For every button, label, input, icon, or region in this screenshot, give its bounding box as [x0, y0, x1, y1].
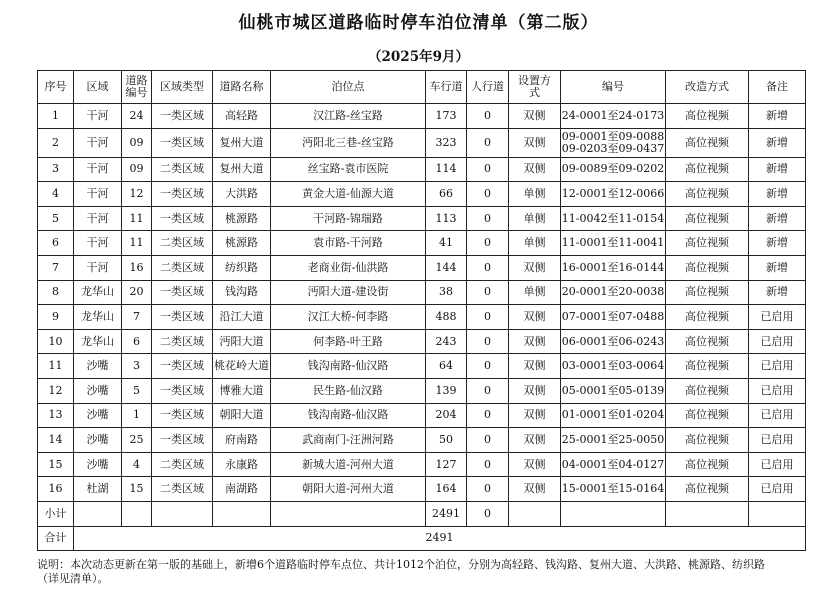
- table-row: [38, 280, 806, 305]
- cell-district: 干河: [74, 128, 122, 157]
- cell-method: 高位视频: [666, 378, 749, 403]
- cell-sidewalk: 0: [467, 378, 509, 403]
- cell-road-no: 09: [122, 128, 152, 157]
- cell-district: 干河: [74, 104, 122, 129]
- cell-remark: 新增: [749, 206, 806, 231]
- cell-road-no: 24: [122, 104, 152, 129]
- table-row: [38, 477, 806, 502]
- cell-lane: 50: [426, 428, 467, 453]
- cell-zone: 一类区域: [152, 128, 213, 157]
- cell-lane: 64: [426, 354, 467, 379]
- cell-sidewalk: 0: [467, 452, 509, 477]
- cell-district: 干河: [74, 206, 122, 231]
- cell-lane: 38: [426, 280, 467, 305]
- cell-remark: 已启用: [749, 305, 806, 330]
- cell-setup: 单侧: [509, 182, 561, 207]
- header-road-name: 道路名称: [213, 71, 271, 104]
- cell-method: 高位视频: [666, 329, 749, 354]
- cell-remark: 已启用: [749, 452, 806, 477]
- cell-lane: 323: [426, 128, 467, 157]
- cell-code: 09-0089至09-0202: [561, 157, 666, 182]
- cell-lane: 41: [426, 231, 467, 256]
- cell-zone: 一类区域: [152, 354, 213, 379]
- cell-remark: 新增: [749, 104, 806, 129]
- cell-remark: 已启用: [749, 477, 806, 502]
- cell-road: 博雅大道: [213, 378, 271, 403]
- cell-setup: 双侧: [509, 477, 561, 502]
- cell-code: 03-0001至03-0064: [561, 354, 666, 379]
- cell-sidewalk: 0: [467, 403, 509, 428]
- cell-zone: 二类区域: [152, 157, 213, 182]
- cell-road: 复州大道: [213, 157, 271, 182]
- cell-setup: 双侧: [509, 157, 561, 182]
- cell-road: 复州大道: [213, 128, 271, 157]
- subtotal-sidewalk: 0: [467, 501, 509, 526]
- cell-lane: 114: [426, 157, 467, 182]
- cell-seq: 8: [38, 280, 74, 305]
- cell-lane: 139: [426, 378, 467, 403]
- cell-seq: 3: [38, 157, 74, 182]
- cell-remark: 已启用: [749, 378, 806, 403]
- table-row: [38, 452, 806, 477]
- cell-code: 16-0001至16-0144: [561, 255, 666, 280]
- cell-loc: 汉江大桥-何李路: [271, 305, 426, 330]
- cell-zone: 二类区域: [152, 452, 213, 477]
- cell-road-no: 16: [122, 255, 152, 280]
- cell-remark: 已启用: [749, 329, 806, 354]
- cell-seq: 6: [38, 231, 74, 256]
- cell-code: 20-0001至20-0038: [561, 280, 666, 305]
- cell-code: 09-0001至09-0088 09-0203至09-0437: [561, 128, 666, 157]
- table-row: [38, 378, 806, 403]
- cell-method: 高位视频: [666, 206, 749, 231]
- cell-method: 高位视频: [666, 128, 749, 157]
- cell-loc: 沔阳大道-建设街: [271, 280, 426, 305]
- cell-road-no: 6: [122, 329, 152, 354]
- cell-road: 桃花岭大道: [213, 354, 271, 379]
- table-row: [38, 206, 806, 231]
- cell-lane: 173: [426, 104, 467, 129]
- cell-road: 朝阳大道: [213, 403, 271, 428]
- table-row: [38, 128, 806, 157]
- cell-road: 钱沟路: [213, 280, 271, 305]
- cell-zone: 一类区域: [152, 305, 213, 330]
- table-row: [38, 255, 806, 280]
- cell-road: 永康路: [213, 452, 271, 477]
- header-method: 改造方式: [666, 71, 749, 104]
- cell-setup: 双侧: [509, 104, 561, 129]
- cell-road-no: 12: [122, 182, 152, 207]
- cell-seq: 13: [38, 403, 74, 428]
- cell-road: 大洪路: [213, 182, 271, 207]
- cell-loc: 干河路-锦瑞路: [271, 206, 426, 231]
- cell-loc: 丝宝路-袁市医院: [271, 157, 426, 182]
- cell-remark: 新增: [749, 128, 806, 157]
- cell-road-no: 5: [122, 378, 152, 403]
- document-title: 仙桃市城区道路临时停车泊位清单（第二版）: [238, 13, 599, 33]
- cell-road-no: 15: [122, 477, 152, 502]
- cell-method: 高位视频: [666, 452, 749, 477]
- header-sidewalk: 人行道: [467, 71, 509, 104]
- cell-code: 12-0001至12-0066: [561, 182, 666, 207]
- cell-loc: 钱沟南路-仙汉路: [271, 354, 426, 379]
- cell-sidewalk: 0: [467, 128, 509, 157]
- cell-sidewalk: 0: [467, 477, 509, 502]
- cell-code: 15-0001至15-0164: [561, 477, 666, 502]
- cell-road: 沿江大道: [213, 305, 271, 330]
- cell-seq: 15: [38, 452, 74, 477]
- cell-loc: 老商业街-仙洪路: [271, 255, 426, 280]
- cell-seq: 10: [38, 329, 74, 354]
- cell-method: 高位视频: [666, 182, 749, 207]
- cell-loc: 袁市路-干河路: [271, 231, 426, 256]
- cell-seq: 5: [38, 206, 74, 231]
- cell-zone: 二类区域: [152, 477, 213, 502]
- cell-seq: 1: [38, 104, 74, 129]
- cell-method: 高位视频: [666, 255, 749, 280]
- cell-loc: 朝阳大道-河州大道: [271, 477, 426, 502]
- cell-code: 25-0001至25-0050: [561, 428, 666, 453]
- cell-code: 24-0001至24-0173: [561, 104, 666, 129]
- cell-zone: 二类区域: [152, 255, 213, 280]
- footnote: [37, 558, 807, 586]
- cell-district: 龙华山: [74, 329, 122, 354]
- cell-setup: 单侧: [509, 206, 561, 231]
- cell-lane: 164: [426, 477, 467, 502]
- cell-sidewalk: 0: [467, 157, 509, 182]
- cell-seq: 12: [38, 378, 74, 403]
- parking-table: [37, 70, 806, 551]
- cell-sidewalk: 0: [467, 280, 509, 305]
- cell-method: 高位视频: [666, 305, 749, 330]
- cell-district: 干河: [74, 231, 122, 256]
- cell-zone: 一类区域: [152, 428, 213, 453]
- table-row: [38, 354, 806, 379]
- cell-setup: 单侧: [509, 231, 561, 256]
- cell-road: 桃源路: [213, 231, 271, 256]
- cell-lane: 243: [426, 329, 467, 354]
- cell-remark: 新增: [749, 157, 806, 182]
- footnote-line-2: （详见清单）。: [37, 572, 109, 585]
- cell-remark: 已启用: [749, 354, 806, 379]
- cell-district: 沙嘴: [74, 403, 122, 428]
- cell-remark: 已启用: [749, 403, 806, 428]
- cell-loc: 新城大道-河州大道: [271, 452, 426, 477]
- cell-zone: 一类区域: [152, 206, 213, 231]
- cell-code: 05-0001至05-0139: [561, 378, 666, 403]
- cell-method: 高位视频: [666, 157, 749, 182]
- cell-sidewalk: 0: [467, 231, 509, 256]
- cell-code: 11-0001至11-0041: [561, 231, 666, 256]
- header-road-no: 道路 编号: [122, 71, 152, 104]
- header-zone-type: 区域类型: [152, 71, 213, 104]
- cell-seq: 7: [38, 255, 74, 280]
- cell-district: 干河: [74, 255, 122, 280]
- cell-sidewalk: 0: [467, 255, 509, 280]
- cell-district: 杜湖: [74, 477, 122, 502]
- cell-road-no: 4: [122, 452, 152, 477]
- cell-loc: 何李路-叶王路: [271, 329, 426, 354]
- cell-seq: 9: [38, 305, 74, 330]
- cell-road: 沔阳大道: [213, 329, 271, 354]
- cell-road-no: 25: [122, 428, 152, 453]
- footnote-line-1: 说明：本次动态更新在第一版的基础上，新增6个道路临时停车点位、共计1012个泊位，分别为高轻路、钱沟路、复州大道、大洪路、桃源路、纺织路: [37, 558, 765, 571]
- header-district: 区域: [74, 71, 122, 104]
- header-setup: 设置方 式: [509, 71, 561, 104]
- table-row: [38, 182, 806, 207]
- cell-code: 04-0001至04-0127: [561, 452, 666, 477]
- cell-setup: 双侧: [509, 305, 561, 330]
- cell-district: 干河: [74, 182, 122, 207]
- document-subtitle: （2025年9月）: [368, 49, 469, 65]
- cell-road-no: 20: [122, 280, 152, 305]
- cell-remark: 新增: [749, 280, 806, 305]
- table-row: [38, 329, 806, 354]
- total-row: [38, 526, 806, 551]
- cell-zone: 二类区域: [152, 231, 213, 256]
- cell-method: 高位视频: [666, 428, 749, 453]
- cell-seq: 11: [38, 354, 74, 379]
- cell-seq: 16: [38, 477, 74, 502]
- cell-code: 01-0001至01-0204: [561, 403, 666, 428]
- cell-lane: 66: [426, 182, 467, 207]
- cell-seq: 14: [38, 428, 74, 453]
- cell-district: 龙华山: [74, 280, 122, 305]
- cell-method: 高位视频: [666, 354, 749, 379]
- total-value: 2491: [74, 526, 806, 551]
- cell-zone: 一类区域: [152, 104, 213, 129]
- cell-lane: 144: [426, 255, 467, 280]
- cell-road: 纺织路: [213, 255, 271, 280]
- cell-zone: 一类区域: [152, 182, 213, 207]
- cell-road-no: 1: [122, 403, 152, 428]
- cell-code: 07-0001至07-0488: [561, 305, 666, 330]
- cell-remark: 新增: [749, 255, 806, 280]
- cell-sidewalk: 0: [467, 104, 509, 129]
- cell-loc: 沔阳北三巷-丝宝路: [271, 128, 426, 157]
- cell-district: 龙华山: [74, 305, 122, 330]
- cell-road-no: 3: [122, 354, 152, 379]
- total-label: 合计: [38, 526, 74, 551]
- cell-road: 府南路: [213, 428, 271, 453]
- cell-sidewalk: 0: [467, 354, 509, 379]
- header-remark: 备注: [749, 71, 806, 104]
- cell-loc: 钱沟南路-仙汉路: [271, 403, 426, 428]
- cell-road: 高轻路: [213, 104, 271, 129]
- header-lane: 车行道: [426, 71, 467, 104]
- subtotal-lane: 2491: [426, 501, 467, 526]
- cell-code: 11-0042至11-0154: [561, 206, 666, 231]
- cell-method: 高位视频: [666, 280, 749, 305]
- cell-sidewalk: 0: [467, 428, 509, 453]
- cell-road-no: 09: [122, 157, 152, 182]
- cell-setup: 双侧: [509, 329, 561, 354]
- cell-zone: 一类区域: [152, 378, 213, 403]
- cell-zone: 一类区域: [152, 403, 213, 428]
- cell-setup: 双侧: [509, 403, 561, 428]
- cell-zone: 二类区域: [152, 329, 213, 354]
- cell-loc: 汉江路-丝宝路: [271, 104, 426, 129]
- cell-zone: 一类区域: [152, 280, 213, 305]
- table-header-row: [38, 71, 806, 104]
- table-row: [38, 231, 806, 256]
- header-seq: 序号: [38, 71, 74, 104]
- cell-district: 干河: [74, 157, 122, 182]
- cell-setup: 双侧: [509, 428, 561, 453]
- cell-remark: 新增: [749, 182, 806, 207]
- cell-method: 高位视频: [666, 477, 749, 502]
- table-row: [38, 104, 806, 129]
- cell-seq: 4: [38, 182, 74, 207]
- cell-lane: 204: [426, 403, 467, 428]
- cell-road: 南湖路: [213, 477, 271, 502]
- table-row: [38, 428, 806, 453]
- cell-remark: 已启用: [749, 428, 806, 453]
- cell-seq: 2: [38, 128, 74, 157]
- header-code: 编号: [561, 71, 666, 104]
- cell-road-no: 11: [122, 206, 152, 231]
- cell-loc: 武商南门-汪洲河路: [271, 428, 426, 453]
- cell-loc: 黄金大道-仙源大道: [271, 182, 426, 207]
- cell-lane: 127: [426, 452, 467, 477]
- cell-sidewalk: 0: [467, 329, 509, 354]
- cell-setup: 双侧: [509, 378, 561, 403]
- cell-setup: 双侧: [509, 354, 561, 379]
- cell-road-no: 7: [122, 305, 152, 330]
- cell-method: 高位视频: [666, 104, 749, 129]
- cell-method: 高位视频: [666, 231, 749, 256]
- cell-remark: 新增: [749, 231, 806, 256]
- cell-sidewalk: 0: [467, 305, 509, 330]
- cell-road: 桃源路: [213, 206, 271, 231]
- cell-lane: 113: [426, 206, 467, 231]
- cell-sidewalk: 0: [467, 182, 509, 207]
- cell-setup: 单侧: [509, 280, 561, 305]
- header-location: 泊位点: [271, 71, 426, 104]
- cell-setup: 双侧: [509, 255, 561, 280]
- table-row: [38, 157, 806, 182]
- cell-setup: 双侧: [509, 452, 561, 477]
- cell-loc: 民生路-仙汉路: [271, 378, 426, 403]
- table-row: [38, 403, 806, 428]
- cell-sidewalk: 0: [467, 206, 509, 231]
- cell-setup: 双侧: [509, 128, 561, 157]
- subtotal-label: 小计: [38, 501, 74, 526]
- subtotal-row: [38, 501, 806, 526]
- cell-district: 沙嘴: [74, 378, 122, 403]
- cell-lane: 488: [426, 305, 467, 330]
- table-row: [38, 305, 806, 330]
- cell-district: 沙嘴: [74, 452, 122, 477]
- cell-district: 沙嘴: [74, 354, 122, 379]
- cell-road-no: 11: [122, 231, 152, 256]
- cell-district: 沙嘴: [74, 428, 122, 453]
- cell-method: 高位视频: [666, 403, 749, 428]
- cell-code: 06-0001至06-0243: [561, 329, 666, 354]
